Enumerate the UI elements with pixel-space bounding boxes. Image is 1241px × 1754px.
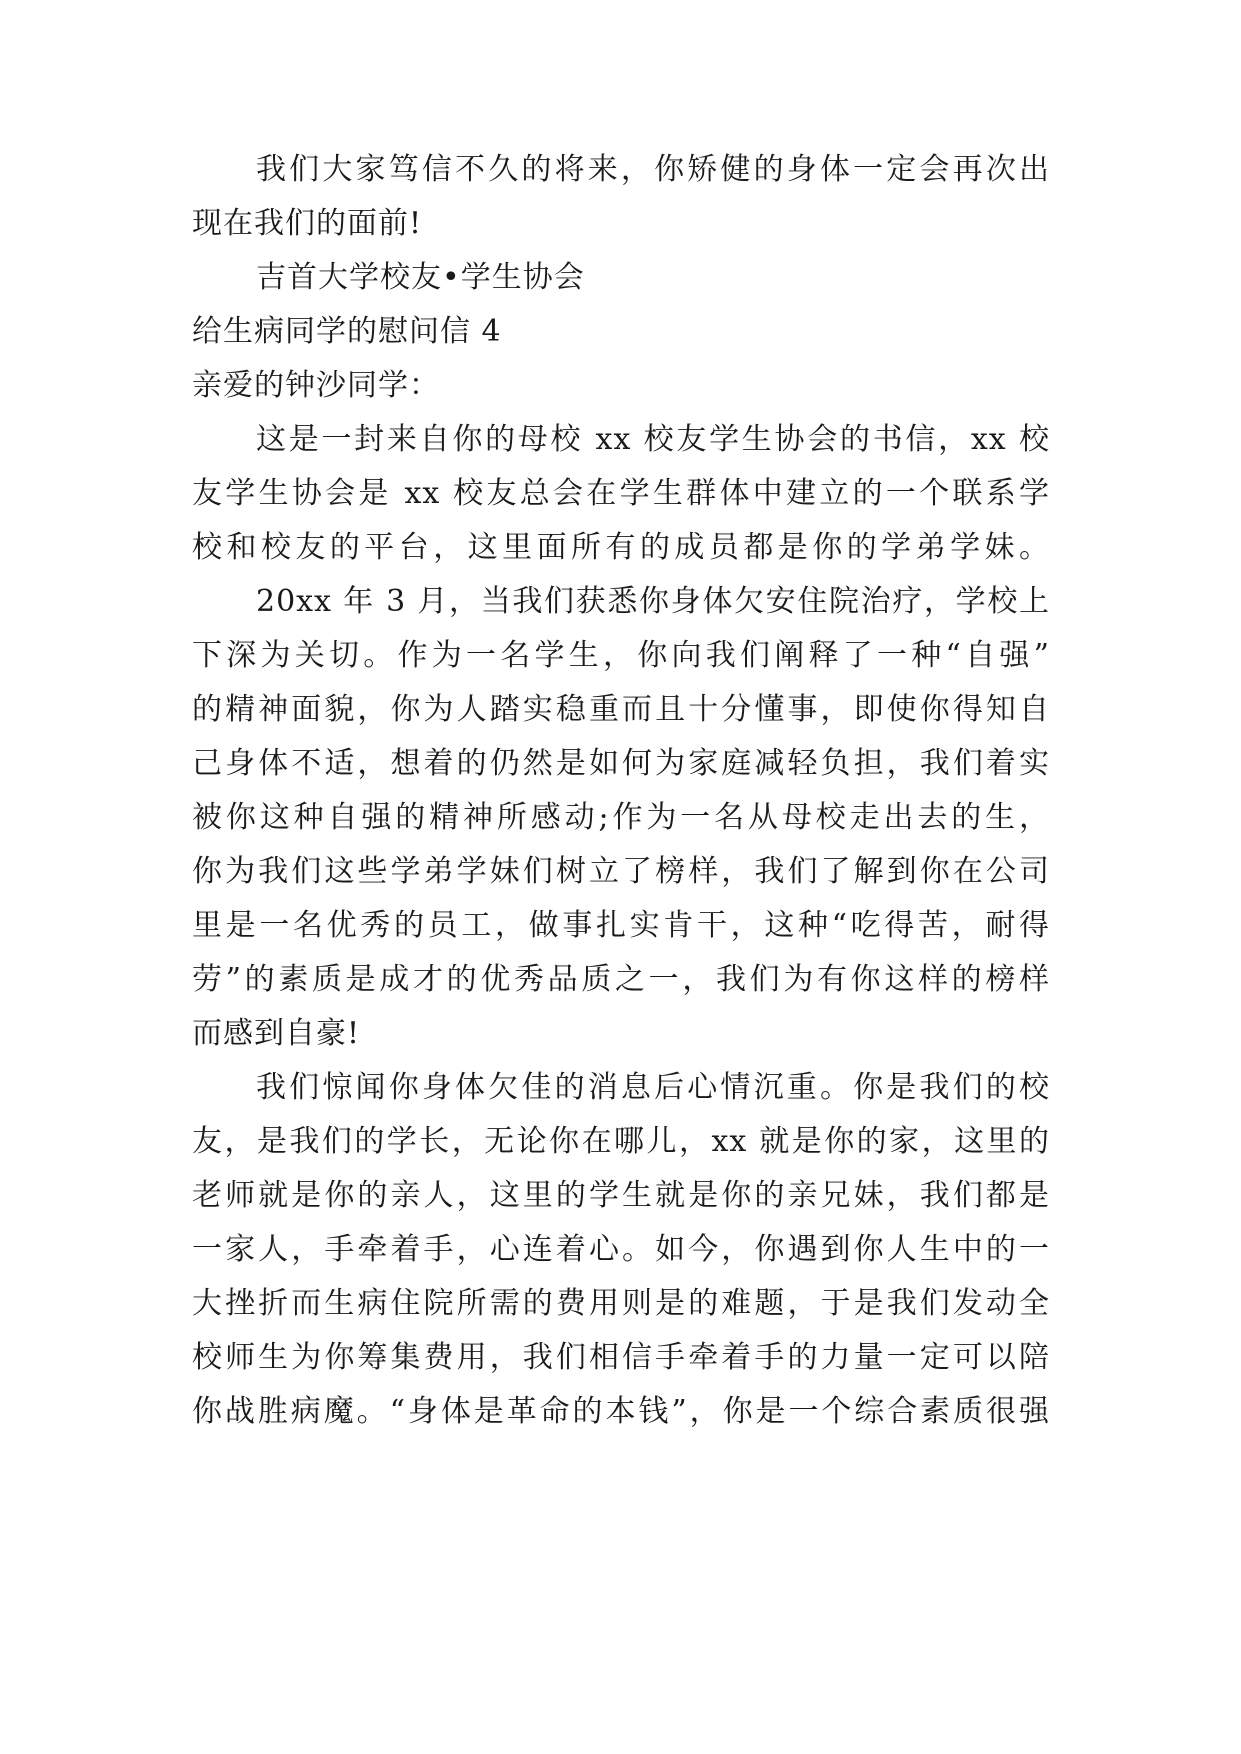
text-line: 一家人，手牵着手，心连着心。如今，你遇到你人生中的一 — [192, 1232, 1050, 1267]
text-line: 己身体不适，想着的仍然是如何为家庭减轻负担，我们着实 — [192, 746, 1050, 781]
text-line: 校和校友的平台，这里面所有的成员都是你的学弟学妹。 — [192, 530, 1050, 565]
text-line: 现在我们的面前! — [192, 206, 423, 241]
text-line: 校师生为你筹集费用，我们相信手牵着手的力量一定可以陪 — [192, 1340, 1050, 1375]
text-line: 老师就是你的亲人，这里的学生就是你的亲兄妹，我们都是 — [192, 1178, 1050, 1213]
text-line: 友学生协会是 xx 校友总会在学生群体中建立的一个联系学 — [192, 476, 1050, 511]
text-line: 下深为关切。作为一名学生，你向我们阐释了一种“自强” — [192, 638, 1050, 673]
text-line: 劳”的素质是成才的优秀品质之一，我们为有你这样的榜样 — [192, 962, 1050, 997]
text-line: 被你这种自强的精神所感动;作为一名从母校走出去的生， — [192, 800, 1050, 835]
text-line: 大挫折而生病住院所需的费用则是的难题，于是我们发动全 — [192, 1286, 1050, 1321]
salutation: 亲爱的钟沙同学： — [192, 368, 440, 403]
text-line: 你为我们这些学弟学妹们树立了榜样，我们了解到你在公司 — [192, 854, 1050, 889]
text-line: 友，是我们的学长，无论你在哪儿，xx 就是你的家，这里的 — [192, 1124, 1050, 1159]
text-line: 我们大家笃信不久的将来，你矫健的身体一定会再次出 — [256, 152, 1050, 187]
text-line: 里是一名优秀的员工，做事扎实肯干，这种“吃得苦，耐得 — [192, 908, 1050, 943]
text-line: 20xx 年 3 月，当我们获悉你身体欠安住院治疗，学校上 — [256, 584, 1050, 619]
text-line: 我们惊闻你身体欠佳的消息后心情沉重。你是我们的校 — [256, 1070, 1050, 1105]
signature-line: 吉首大学校友•学生协会 — [256, 260, 585, 295]
text-line: 的精神面貌，你为人踏实稳重而且十分懂事，即使你得知自 — [192, 692, 1050, 727]
letter-title: 给生病同学的慰问信 4 — [192, 314, 502, 349]
text-line: 这是一封来自你的母校 xx 校友学生协会的书信，xx 校 — [256, 422, 1050, 457]
text-line: 你战胜病魔。“身体是革命的本钱”，你是一个综合素质很强 — [192, 1394, 1050, 1429]
text-line: 而感到自豪! — [192, 1016, 361, 1051]
